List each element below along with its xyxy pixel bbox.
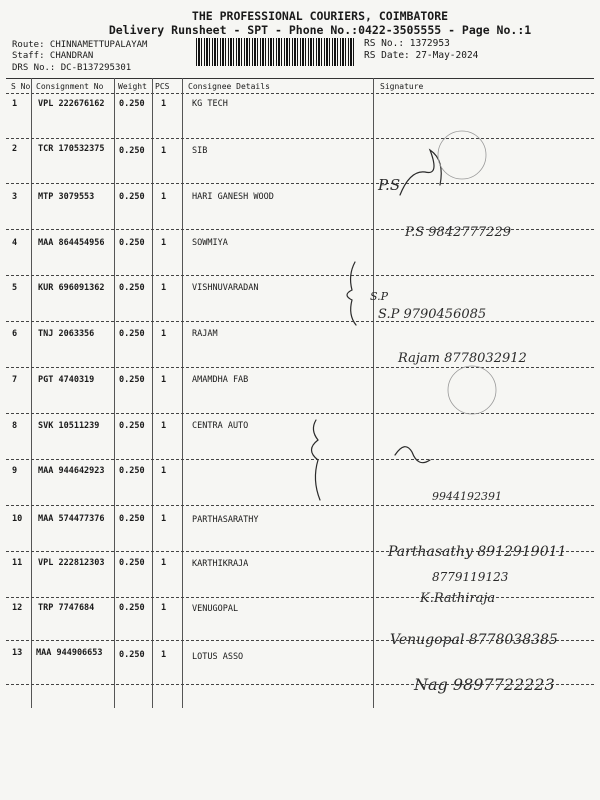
row-separator: [6, 138, 594, 139]
row-1-pcs: 1: [161, 99, 167, 109]
rs-date: RS Date: 27-May-2024: [364, 50, 479, 61]
row-2-pcs: 1: [161, 146, 167, 156]
row-5-pcs: 1: [161, 283, 167, 293]
row-4-pcs: 1: [161, 238, 167, 248]
row-9-consignment: MAA 944642923: [38, 466, 105, 476]
row-11-consignee: KARTHIKRAJA: [192, 559, 249, 569]
row-separator: [6, 275, 594, 276]
row-separator: [6, 367, 594, 368]
row-11-name: K.Rathiraja: [420, 591, 496, 606]
column-divider: [182, 78, 183, 708]
row-12-name-phone: Venugopal 8778038385: [390, 632, 558, 648]
row-10-weight: 0.250: [119, 514, 145, 524]
row-5-consignment: KUR 696091362: [38, 283, 105, 293]
row-10-pcs: 1: [161, 514, 167, 524]
row-12-pcs: 1: [161, 603, 167, 613]
row-10-consignment: MAA 574477376: [38, 514, 105, 524]
header-weight: Weight: [118, 82, 147, 91]
row-3-weight: 0.250: [119, 192, 145, 202]
runsheet-subtitle: Delivery Runsheet - SPT - Phone No.:0422-3505555 - Page No.:1: [108, 23, 532, 37]
row-11-weight: 0.250: [119, 558, 145, 568]
row-12-weight: 0.250: [119, 603, 145, 613]
row-separator: [6, 459, 594, 460]
row-13-weight: 0.250: [119, 650, 145, 660]
header-bottom-rule: [6, 93, 594, 94]
row-13-consignee: LOTUS ASSO: [192, 652, 244, 662]
column-divider: [114, 78, 115, 708]
row-10-name-phone: Parthasathy 8912919011: [388, 544, 567, 560]
column-divider: [31, 78, 32, 708]
barcode: [196, 38, 356, 66]
row-separator: [6, 229, 594, 230]
header-consignee: Consignee Details: [188, 82, 270, 91]
staff-label: Staff: CHANDRAN: [12, 51, 94, 61]
row-5-sno: 5: [12, 283, 18, 293]
row-1-consignment: VPL 222676162: [38, 99, 105, 109]
header-sno: S No: [11, 82, 31, 91]
row-6-consignee: RAJAM: [192, 329, 218, 339]
row-1-sno: 1: [12, 99, 18, 109]
row-13-sno: 13: [12, 648, 23, 658]
column-divider: [152, 78, 153, 708]
row-13-name-phone: Nag 9897722223: [414, 675, 555, 694]
row-3-initials: P.S: [378, 176, 401, 194]
row-6-weight: 0.250: [119, 329, 145, 339]
row-12-consignee: VENUGOPAL: [192, 604, 239, 614]
row-3-sno: 3: [12, 192, 18, 202]
row-8-sno: 8: [12, 421, 18, 431]
row-5-weight: 0.250: [119, 283, 145, 293]
row-7-consignee: AMAMDHA FAB: [192, 375, 249, 385]
row-6-consignment: TNJ 2063356: [38, 329, 95, 339]
row-2-weight: 0.250: [119, 146, 145, 156]
route-label: Route: CHINNAMETTUPALAYAM: [12, 40, 148, 50]
header-consignment: Consignment No: [36, 82, 104, 91]
row-4-sno: 4: [12, 238, 18, 248]
row-13-pcs: 1: [161, 650, 167, 660]
row-7-sno: 7: [12, 375, 18, 385]
row-8-pcs: 1: [161, 421, 167, 431]
row-6-sno: 6: [12, 329, 18, 339]
row-9-weight: 0.250: [119, 466, 145, 476]
row-separator: [6, 551, 594, 552]
column-divider: [373, 78, 374, 708]
table-top-rule: [6, 78, 594, 79]
row-2-consignee: SIB: [192, 146, 208, 156]
row-9-sno: 9: [12, 466, 18, 476]
row-9-phone: 9944192391: [432, 490, 502, 503]
row-4-weight: 0.250: [119, 238, 145, 248]
row-separator: [6, 640, 594, 641]
row-separator: [6, 597, 594, 598]
row-separator: [6, 321, 594, 322]
row-2-consignment: TCR 170532375: [38, 144, 105, 154]
row-separator: [6, 183, 594, 184]
row-separator: [6, 684, 594, 685]
row-3-consignee: HARI GANESH WOOD: [192, 192, 274, 202]
row-11-pcs: 1: [161, 558, 167, 568]
row-5-initials: S.P: [370, 290, 389, 303]
row-7-pcs: 1: [161, 375, 167, 385]
row-5-phone: S.P 9790456085: [378, 307, 487, 322]
row-separator: [6, 505, 594, 506]
row-separator: [6, 413, 594, 414]
row-6-pcs: 1: [161, 329, 167, 339]
row-3-pcs: 1: [161, 192, 167, 202]
drs-label: DRS No.: DC-B137295301: [12, 63, 132, 73]
company-title: THE PROFESSIONAL COURIERS, COIMBATORE: [191, 9, 449, 23]
row-5-consignee: VISHNUVARADAN: [192, 283, 259, 293]
rs-number: RS No.: 1372953: [364, 38, 450, 49]
row-4-consignee: SOWMIYA: [192, 238, 228, 248]
row-6-name-phone: Rajam 8778032912: [398, 351, 527, 366]
row-10-consignee: PARTHASARATHY: [192, 515, 259, 525]
row-11-consignment: VPL 222812303: [38, 558, 105, 568]
row-2-sno: 2: [12, 144, 18, 154]
row-12-consignment: TRP 7747684: [38, 603, 95, 613]
row-3-consignment: MTP 3079553: [38, 192, 95, 202]
row-11-sno: 11: [12, 558, 23, 568]
row-13-consignment: MAA 944906653: [36, 648, 103, 658]
row-8-consignment: SVK 10511239: [38, 421, 100, 431]
row-4-consignment: MAA 864454956: [38, 238, 105, 248]
row-8-weight: 0.250: [119, 421, 145, 431]
row-9-pcs: 1: [161, 466, 167, 476]
row-11-phone: 8779119123: [432, 570, 509, 584]
row-10-sno: 10: [12, 514, 23, 524]
row-7-consignment: PGT 4740319: [38, 375, 95, 385]
row-3-phone: P.S 9842777229: [405, 225, 511, 240]
row-1-weight: 0.250: [119, 99, 145, 109]
row-12-sno: 12: [12, 603, 23, 613]
row-1-consignee: KG TECH: [192, 99, 228, 109]
header-pcs: PCS: [155, 82, 170, 91]
header-signature: Signature: [380, 82, 424, 91]
row-7-weight: 0.250: [119, 375, 145, 385]
row-8-consignee: CENTRA AUTO: [192, 421, 249, 431]
